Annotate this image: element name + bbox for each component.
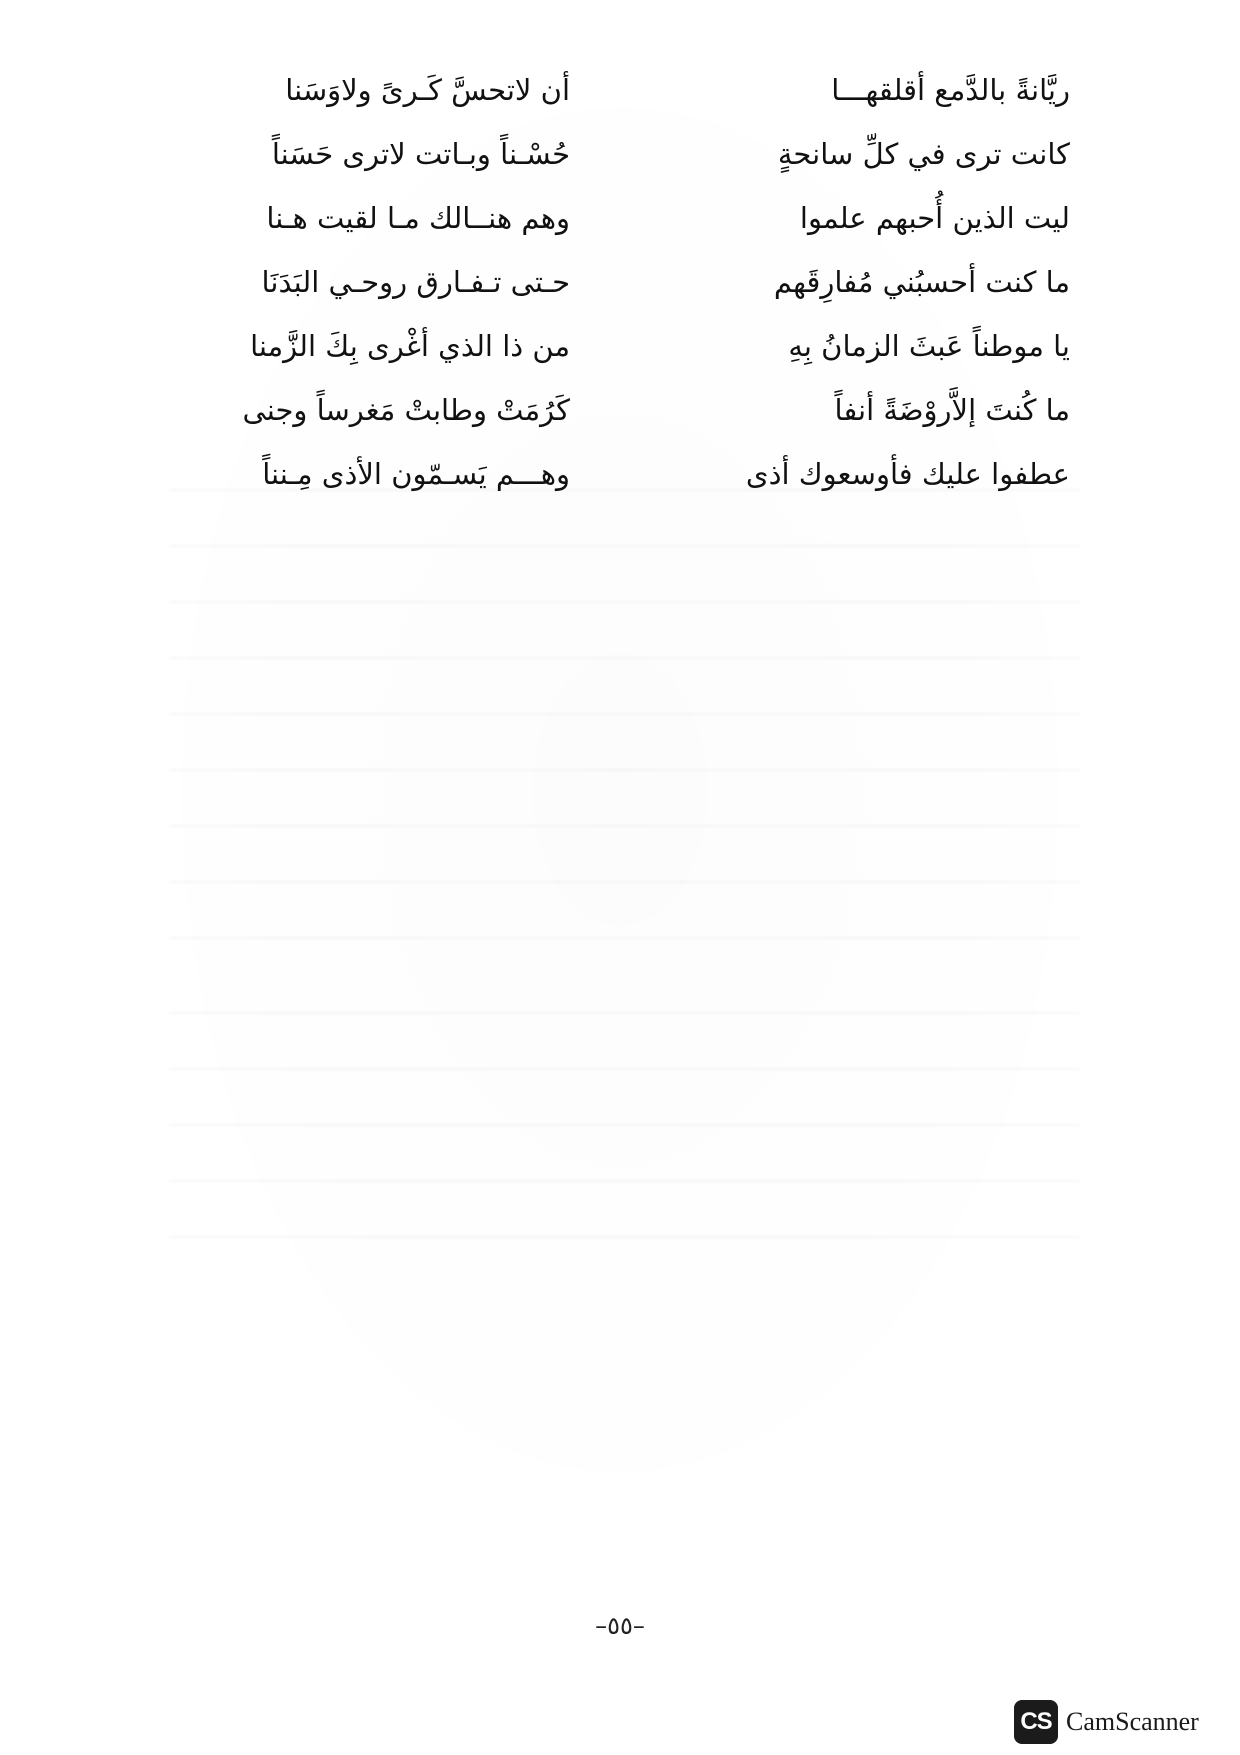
camscanner-watermark [1014,1700,1199,1744]
first-hemistich: يا موطناً عَبثَ الزمانُ بِهِ [788,329,1070,363]
poem-verse [160,324,1080,388]
second-hemistich: من ذا الذي أغْرى بِكَ الزَّمنا [250,329,570,363]
second-hemistich: وهم هنــالك مـا لقيت هـنا [266,201,570,235]
poem-verse [160,68,1080,132]
bleed-through-line [170,713,1080,715]
camscanner-label: CamScanner [1066,1707,1199,1736]
bleed-through-line [170,825,1080,827]
first-hemistich: عطفوا عليك فأوسعوك أذى [745,457,1070,491]
second-hemistich: أن لاتحسَّ كَـرىً ولاوَسَنا [285,73,570,107]
bleed-through-line [170,881,1080,883]
page-number: –٥٥– [595,1612,645,1640]
first-hemistich: كانت ترى في كلِّ سانحةٍ [777,137,1070,171]
bleed-through-line [170,1068,1080,1070]
bleed-through-line [170,545,1080,547]
bleed-through-line [170,769,1080,771]
second-hemistich: حـتى تـفـارق روحـي البَدَنَا [261,265,570,299]
bleed-through-line [170,1236,1080,1238]
bleed-through-line [170,1180,1080,1182]
first-hemistich: ما كنت أحسبُني مُفارِقَهم [773,265,1070,299]
second-hemistich: حُسْـناً وبـاتت لاترى حَسَناً [271,137,570,171]
poem-verse [160,196,1080,260]
bleed-through-line [170,657,1080,659]
poem-verse [160,132,1080,196]
bleed-through-line [170,1124,1080,1126]
bleed-through-line [170,1012,1080,1014]
bleed-through-line [170,937,1080,939]
poem-verse [160,260,1080,324]
poem-verse [160,452,1080,516]
bleed-through-line [170,601,1080,603]
poem [160,68,1080,516]
first-hemistich: ليت الذين أُحبهم علموا [799,201,1070,235]
first-hemistich: ريَّانةً بالدَّمع أقلقهـــا [831,73,1070,107]
camscanner-logo-icon: CS [1014,1700,1058,1744]
poem-verse [160,388,1080,452]
first-hemistich: ما كُنتَ إلاَّروْضَةً أنفاً [834,393,1070,427]
second-hemistich: وهـــم يَسـمّون الأذى مِـنناً [262,457,570,491]
second-hemistich: كَرُمَتْ وطابتْ مَغرساً وجنى [242,393,570,427]
